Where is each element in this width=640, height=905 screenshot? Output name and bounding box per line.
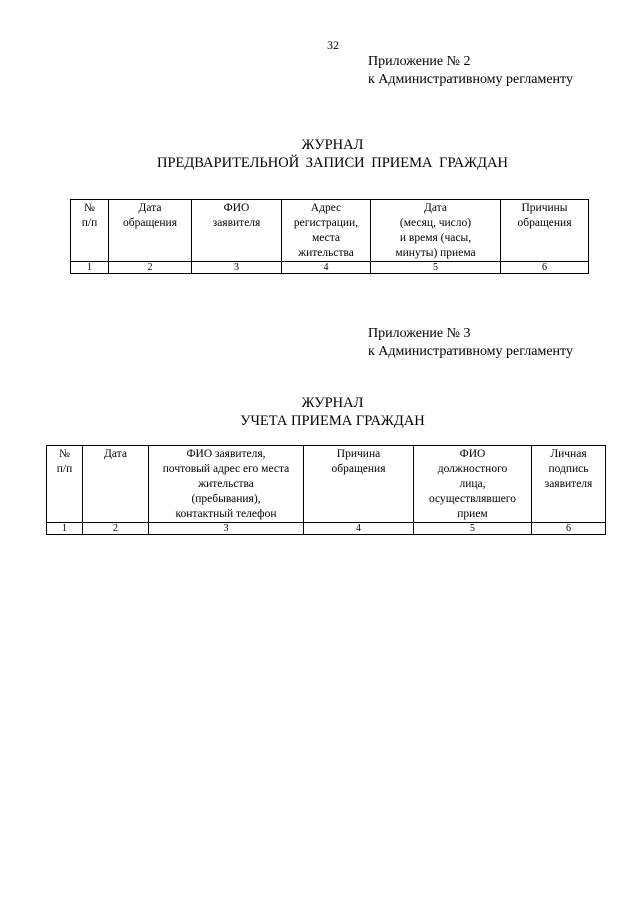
- header-text: обращения: [122, 217, 177, 229]
- header-cell-official-name: [414, 446, 532, 523]
- column-number: 3: [149, 523, 304, 535]
- journal-2-title-line2: УЧЕТА ПРИЕМА ГРАЖДАН: [240, 413, 425, 429]
- header-text: ФИО: [223, 202, 250, 214]
- header-text: обращения: [331, 463, 386, 475]
- column-number: 2: [109, 262, 192, 274]
- reception-log-journal-table: [46, 445, 606, 535]
- page-number: 32: [327, 38, 339, 52]
- header-text: ФИО: [459, 448, 486, 460]
- header-text: п/п: [56, 463, 73, 475]
- column-number: 3: [192, 262, 282, 274]
- appendix-3-caption: [368, 325, 573, 361]
- column-number: 6: [532, 523, 606, 535]
- journal-1-title: [0, 136, 640, 172]
- column-number: 4: [304, 523, 414, 535]
- header-text: контактный телефон: [175, 508, 277, 520]
- header-text: жительства: [198, 478, 254, 490]
- header-text: №: [59, 448, 70, 460]
- journal-1-title-line1: ЖУРНАЛ: [301, 137, 364, 153]
- header-text: Причина: [336, 448, 381, 460]
- header-text: лица,: [459, 478, 486, 490]
- header-cell-address: [282, 200, 371, 262]
- header-text: подпись: [548, 463, 589, 475]
- preliminary-appointment-journal-table: [70, 199, 589, 274]
- column-number: 5: [414, 523, 532, 535]
- header-text: ФИО заявителя,: [186, 448, 266, 460]
- header-text: (пребывания),: [191, 493, 261, 505]
- header-text: минуты) приема: [395, 247, 476, 259]
- header-text: жительства: [298, 247, 354, 259]
- column-number: 1: [71, 262, 109, 274]
- column-number: 5: [371, 262, 501, 274]
- header-text: заявителя: [544, 478, 593, 490]
- column-number-row: [71, 262, 589, 274]
- header-text: Дата: [104, 448, 127, 460]
- header-text: обращения: [517, 217, 572, 229]
- header-cell-request-date: [109, 200, 192, 262]
- header-cell-applicant-name: [192, 200, 282, 262]
- header-text: почтовый адрес его места: [162, 463, 290, 475]
- header-text: осуществлявшего: [429, 493, 516, 505]
- table-header-row: [47, 446, 606, 523]
- header-text: заявителя: [212, 217, 261, 229]
- column-number: 1: [47, 523, 83, 535]
- column-number: 2: [83, 523, 149, 535]
- column-number-row: [47, 523, 606, 535]
- header-text: должностного: [437, 463, 508, 475]
- header-text: №: [84, 202, 95, 214]
- appendix-2-line1: Приложение № 2: [368, 54, 471, 69]
- header-text: прием: [457, 508, 488, 520]
- header-cell-date: [83, 446, 149, 523]
- journal-2-title-line1: ЖУРНАЛ: [301, 395, 364, 411]
- header-text: места: [311, 232, 341, 244]
- header-cell-number: [71, 200, 109, 262]
- header-text: Дата: [138, 202, 162, 214]
- header-text: Личная: [550, 448, 587, 460]
- column-number: 4: [282, 262, 371, 274]
- header-cell-applicant-info: [149, 446, 304, 523]
- header-cell-signature: [532, 446, 606, 523]
- appendix-3-line2: к Административному регламенту: [368, 344, 573, 359]
- header-text: регистрации,: [293, 217, 359, 229]
- header-text: Причины: [521, 202, 568, 214]
- appendix-2-line2: к Административному регламенту: [368, 72, 573, 87]
- table-header-row: [71, 200, 589, 262]
- header-text: п/п: [81, 217, 98, 229]
- header-cell-number: [47, 446, 83, 523]
- header-cell-reason: [304, 446, 414, 523]
- header-cell-appointment-datetime: [371, 200, 501, 262]
- header-cell-reasons: [501, 200, 589, 262]
- journal-2-title: [0, 394, 640, 430]
- header-text: Адрес: [310, 202, 342, 214]
- header-text: (месяц, число): [399, 217, 472, 229]
- column-number: 6: [501, 262, 589, 274]
- header-text: Дата: [424, 202, 447, 214]
- appendix-3-line1: Приложение № 3: [368, 326, 471, 341]
- journal-1-title-line2: ПРЕДВАРИТЕЛЬНОЙ ЗАПИСИ ПРИЕМА ГРАЖДАН: [157, 155, 508, 171]
- header-text: и время (часы,: [399, 232, 472, 244]
- appendix-2-caption: [368, 53, 573, 89]
